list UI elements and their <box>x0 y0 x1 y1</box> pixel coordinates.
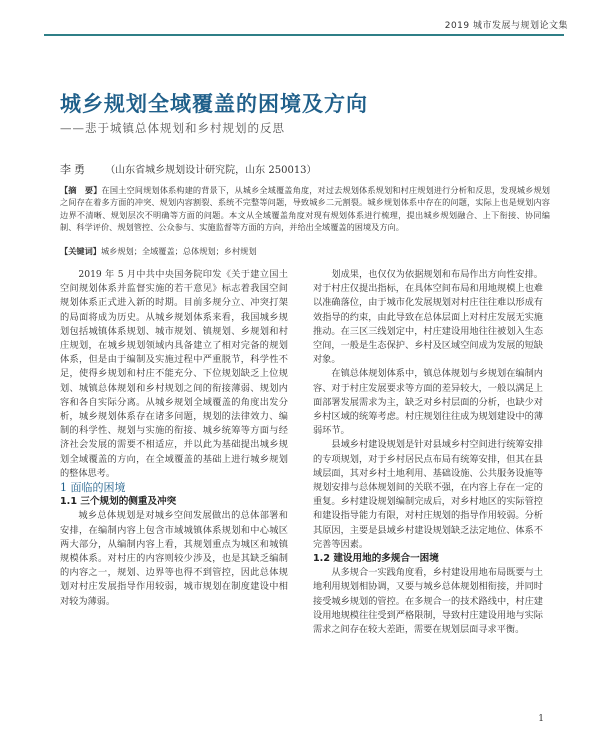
left-column <box>60 268 288 609</box>
page-number: 1 <box>538 714 544 724</box>
article-title: 城乡规划全域覆盖的困境及方向 <box>60 92 368 116</box>
keywords-label: 【关键词】 <box>60 246 101 256</box>
running-header: 2019 城市发展与规划论文集 <box>444 21 568 31</box>
header-rule <box>44 34 564 36</box>
subsection-paragraph: 城乡总体规划是对城乡空间发展做出的总体部署和安排，在编制内容上包含市域城镇体系规划和中心城区两大部分，从编制内容上看，其规划重点为城区和城镇规模体系。对村庄的内容则较少涉及，也是其缺乏编制的内容之一，规划、边界等也得不到管控，因此总体规划对村庄发展指导作用较弱，城市规划在制度建设中相对较为薄弱。 <box>60 510 288 607</box>
author-line <box>60 161 317 177</box>
author-name: 李勇 <box>60 163 88 176</box>
subsection-heading: 1.1 三个规划的侧重及冲突 <box>60 496 177 508</box>
keywords <box>60 246 550 257</box>
right-paragraph-3: 县域乡村建设规划是针对县域乡村空间进行统筹安排的专项规划，对于乡村居民点布局有统筹安排，但其在县域层面，其对乡村土地利用、基础设施、公共服务设施等规划安排与总体规划间的关联不强，在内容上存在一定的重复。乡村建设规划编制完成后，对乡村地区的实际管控和建设指导能力有限，对村庄规划的指导作用较弱。分析其原因，主要是县域乡村建设规划缺乏法定地位、体系不完善等因素。 <box>313 439 543 550</box>
right-paragraph-1: 划成果，也仅仅为依据规划和布局作出方向性安排。对于村庄仅提出指标，在具体空间布局和用地规模上也难以准确落位，由于城市化发展规划对村庄往往难以形成有效指导的约束，由此导致在总体层面上对村庄发展无实施推动。在三区三线划定中，村庄建设用地往往被划入生态空间，一般是生态保护、乡村及区域空间成为发展的短缺对象。 <box>313 269 543 366</box>
abstract-text: 在国土空间规划体系构建的背景下，从城乡全域覆盖角度，对过去规划体系规划和村庄规划进行分析和反思，发现城乡规划之间存在着多方面的冲突、规划内容割裂、系统不完整等问题，导致城乡二元割裂。城乡规划体系中存在的问题，实际上也是规划内容边界不清晰、规划层次不明确等方面的问题。本文从全域覆盖角度对现有规划体系进行梳理，提出城乡规划融合、上下衔接、协同编制、科学评价、规划管控、公众参与、实施监督等方面的方向，并给出全域覆盖的困境及方向。 <box>60 185 550 233</box>
abstract-label: 【摘 要】 <box>60 185 102 195</box>
right-column <box>313 268 543 637</box>
author-affiliation: （山东省城乡规划设计研究院，山东 250013） <box>105 165 317 176</box>
subsection-paragraph-2: 从多规合一实践角度看，乡村建设用地布局既要与土地利用规划相协调，又要与城乡总体规划相衔接，并同时接受城乡规划的管控。在多规合一的技术路线中，村庄建设用地规模往往受到严格限制，导致村庄建设用地与实际需求之间存在较大差距，需要在规划层面寻求平衡。 <box>313 567 543 636</box>
article-subtitle: ——悲于城镇总体规划和乡村规划的反思 <box>60 121 285 135</box>
section-heading: 1 面临的困境 <box>60 481 126 495</box>
right-paragraph-2: 在镇总体规划体系中，镇总体规划与乡规划在编制内容、对于村庄发展要求等方面的差异较大，一般以满足上面部署发展需求为主，缺乏对乡村层面的分析，也缺少对乡村区域的统筹考虑。村庄规划往往成为规划建设中的薄弱环节。 <box>313 368 543 437</box>
intro-paragraph: 2019 年 5 月中共中央国务院印发《关于建立国土空间规划体系并监督实施的若干意见》标志着我国空间规划体系正式进入新的时期。目前多规分立、冲突打架的局面将成为历史。从城乡规划体系来看，我国城乡规划包括城镇体系规划、城市规划、镇规划、乡规划和村庄规划，在城乡规划领域内具备建立了相对完备的规划体系，但是由于编制及实施过程中严重脱节，科学性不足，使得乡规划和村庄不能充分、下位规划缺乏上位规划、城镇总体规划和乡村规划之间的衔接薄弱、规划内容和各自实际分离。从城乡规划全域覆盖的角度出发分析，城乡规划体系存在诸多问题，规划的法律效力、编制的科学性、规划与实施的衔接、城乡统筹等方面与经济社会发展的需要不相适应，并以此为基础提出城乡规划全域覆盖的方向，在全域覆盖的基础上进行城乡规划的整体思考。 <box>60 269 288 479</box>
abstract <box>60 184 550 234</box>
subsection-heading-2: 1.2 建设用地的多规合一困境 <box>313 553 439 565</box>
keywords-text: 城乡规划；全域覆盖；总体规划；乡村规划 <box>100 246 257 256</box>
